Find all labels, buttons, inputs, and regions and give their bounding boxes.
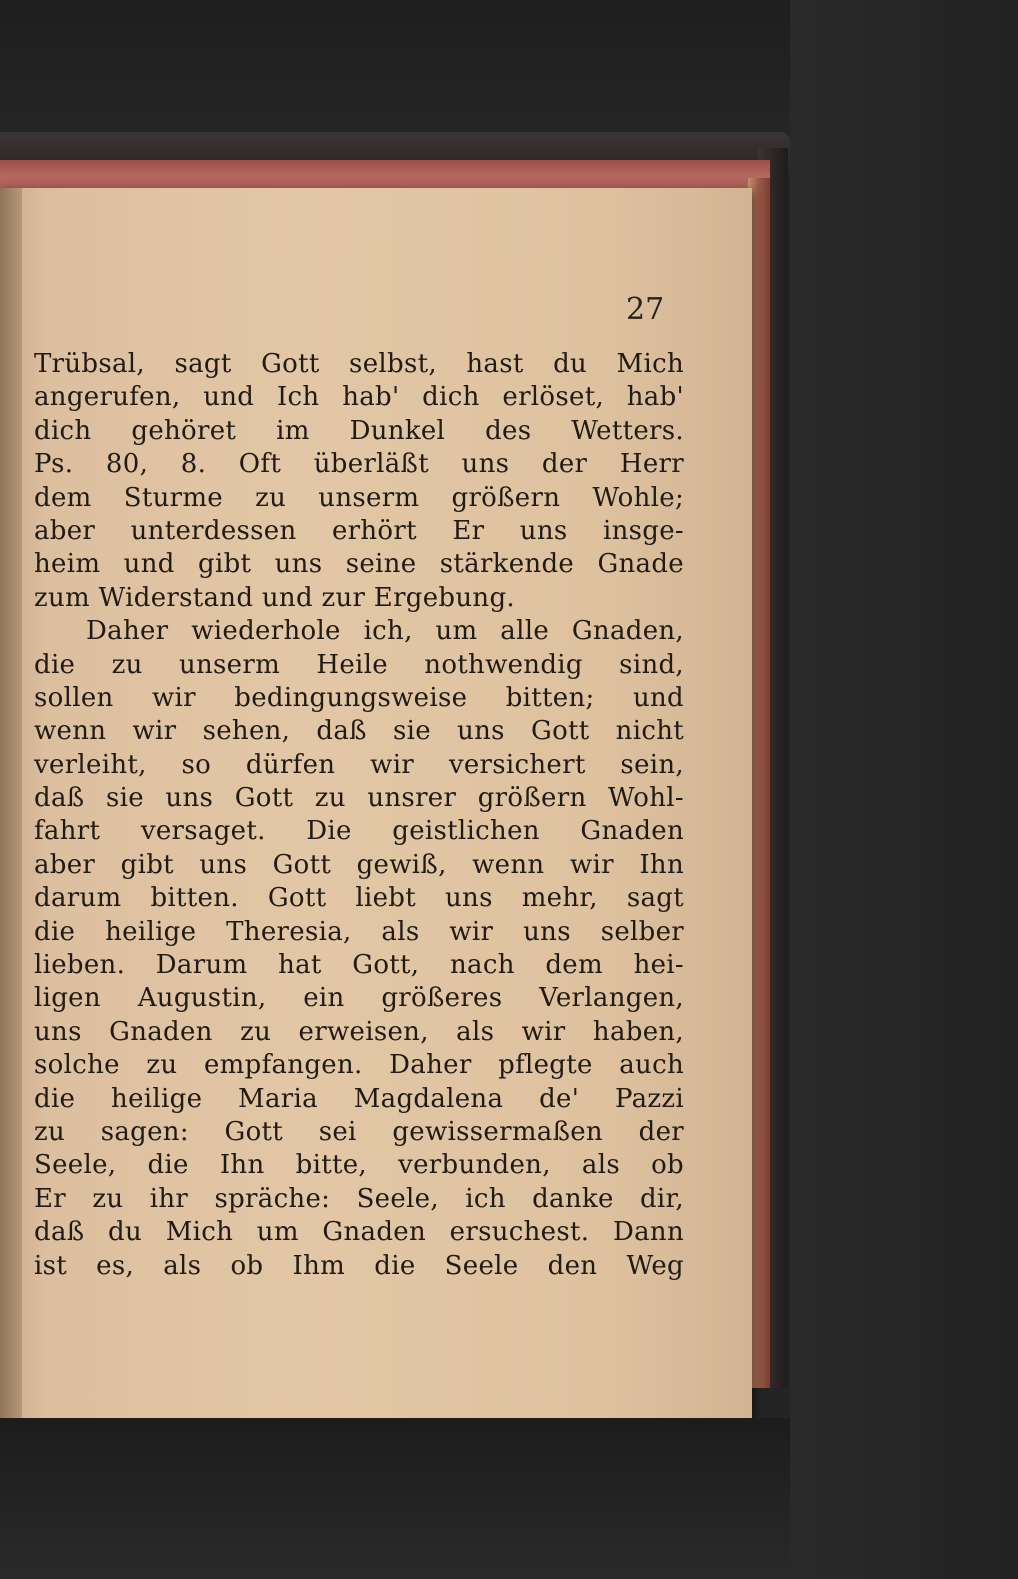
text-line: solche zu empfangen. Daher pflegte auch [34, 1050, 684, 1081]
text-line: daß sie uns Gott zu unsrer größern Wohl- [34, 783, 684, 814]
text-line: daß du Mich um Gnaden ersuchest. Dann [34, 1217, 684, 1248]
text-line: darum bitten. Gott liebt uns mehr, sagt [34, 883, 684, 914]
text-line: Daher wiederhole ich, um alle Gnaden, [86, 616, 684, 647]
text-line: fahrt versaget. Die geistlichen Gnaden [34, 816, 684, 847]
text-line: heim und gibt uns seine stärkende Gnade [34, 549, 684, 580]
text-line: dem Sturme zu unserm größern Wohle; [34, 482, 684, 513]
text-line: wenn wir sehen, daß sie uns Gott nicht [34, 716, 684, 747]
page-text [34, 348, 684, 1283]
text-line: zum Widerstand und zur Ergebung. [34, 582, 515, 613]
text-line: die heilige Theresia, als wir uns selber [34, 916, 684, 947]
text-line: aber gibt uns Gott gewiß, wenn wir Ihn [34, 849, 684, 880]
text-line: uns Gnaden zu erweisen, als wir haben, [34, 1016, 684, 1047]
page-gutter [0, 188, 22, 1418]
text-line: Er zu ihr spräche: Seele, ich danke dir, [34, 1183, 684, 1214]
text-line: Ps. 80, 8. Oft überläßt uns der Herr [34, 449, 684, 480]
text-line: sollen wir bedingungsweise bitten; und [34, 682, 684, 713]
page-number: 27 [626, 292, 665, 327]
text-line: Seele, die Ihn bitte, verbunden, als ob [34, 1150, 684, 1181]
text-line: dich gehöret im Dunkel des Wetters. [34, 415, 684, 446]
background-bottom [0, 1418, 790, 1579]
text-line: ist es, als ob Ihm die Seele den Weg [34, 1250, 684, 1281]
text-line: die heilige Maria Magdalena de' Pazzi [34, 1083, 684, 1114]
text-line: verleiht, so dürfen wir versichert sein, [34, 749, 684, 780]
text-line: zu sagen: Gott sei gewissermaßen der [34, 1116, 684, 1147]
text-line: angerufen, und Ich hab' dich erlöset, hab' [34, 382, 684, 413]
background-right [790, 0, 1018, 1579]
text-line: Trübsal, sagt Gott selbst, hast du Mich [34, 349, 684, 379]
text-line: lieben. Darum hat Gott, nach dem hei- [34, 950, 684, 981]
text-line: die zu unserm Heile nothwendig sind, [34, 649, 684, 680]
text-line: aber unterdessen erhört Er uns insge- [34, 515, 684, 546]
text-line: ligen Augustin, ein größeres Verlangen, [34, 983, 684, 1014]
